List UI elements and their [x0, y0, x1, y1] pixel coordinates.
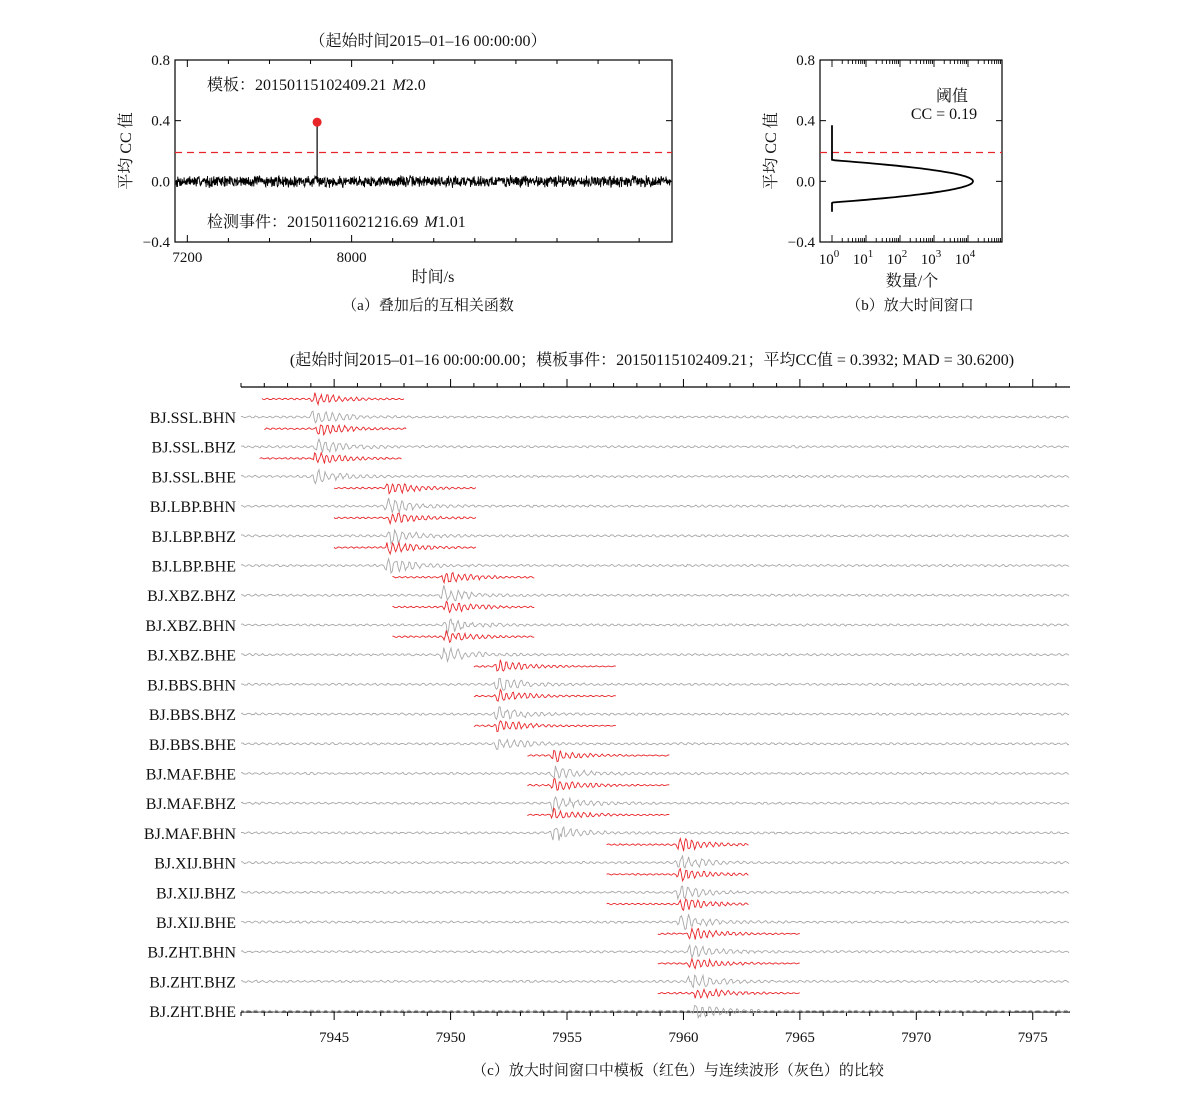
- trace-row: [152, 453, 1069, 487]
- panel-c-xtick-label: 7950: [435, 1030, 466, 1046]
- continuous-waveform: [241, 498, 1069, 512]
- trace-station-label: BJ.BBS.BHE: [148, 736, 236, 754]
- panel-b-xtick-label: $10^2$: [886, 248, 908, 268]
- template-waveform: [527, 808, 669, 818]
- panel-a-xtick-label: 7200: [172, 250, 203, 266]
- panel-a-ytick-label: 0.0: [151, 174, 170, 191]
- panel-a-ytick-label: −0.4: [142, 235, 170, 251]
- continuous-waveform: [241, 470, 1069, 484]
- panel-a-title: （起始时间2015–01–16 00:00:00）: [309, 33, 547, 50]
- panel-b-xtick-label: $10^0$: [818, 248, 840, 268]
- continuous-waveform: [241, 797, 1069, 813]
- trace-station-label: BJ.MAF.BHN: [143, 825, 236, 843]
- panel-b-frame: [820, 60, 1002, 242]
- continuous-waveform: [241, 530, 1069, 544]
- trace-station-label: BJ.LBP.BHZ: [151, 528, 236, 546]
- panel-b-xtick-label: $10^4$: [954, 248, 976, 268]
- template-waveform: [658, 959, 800, 969]
- trace-row: [146, 750, 1069, 783]
- panel-b-xtick-label: $10^3$: [920, 248, 942, 268]
- template-waveform: [262, 393, 404, 405]
- continuous-waveform: [241, 439, 1069, 452]
- template-waveform: [474, 660, 616, 671]
- continuous-waveform: [241, 827, 1069, 841]
- panel-a-caption: （a）叠加后的互相关函数: [342, 298, 514, 314]
- panel-a-xlabel: 时间/s: [411, 269, 455, 286]
- template-waveform: [607, 839, 749, 852]
- panel-a-ytick-label: 0.8: [151, 53, 170, 69]
- continuous-waveform: [241, 678, 1069, 690]
- continuous-waveform: [241, 975, 1069, 987]
- trace-row: [146, 779, 1069, 814]
- trace-station-label: BJ.ZHT.BHN: [147, 944, 236, 962]
- panel-c-title: (起始时间2015–01–16 00:00:00.00；模板事件：20150115102409.21；平均CC值 = 0.3932; MAD = 30.6200): [289, 352, 1015, 369]
- panel-c-xtick-label: 7965: [784, 1030, 815, 1046]
- panel-a-template-annotation: 模板：20150115102409.21 M2.0: [207, 77, 426, 94]
- continuous-waveform: [241, 740, 1069, 750]
- panel-b-xtick-label: $10^1$: [852, 248, 874, 268]
- panel-c-xtick-label: 7970: [901, 1030, 932, 1046]
- panel-b-ytick-label: 0.8: [796, 53, 815, 69]
- panel-c-caption: （c）放大时间窗口中模板（红色）与连续波形（灰色）的比较: [472, 1063, 884, 1079]
- trace-station-label: BJ.XIJ.BHN: [154, 855, 236, 873]
- trace-station-label: BJ.ZHT.BHE: [149, 1004, 236, 1022]
- continuous-waveform: [241, 707, 1069, 719]
- panel-c-waveform-comparison: [144, 350, 1070, 1079]
- template-waveform: [607, 899, 749, 910]
- trace-station-label: BJ.BBS.BHZ: [148, 707, 236, 725]
- panel-b-count-curve: [832, 125, 973, 212]
- template-waveform: [527, 779, 669, 791]
- trace-row: [147, 573, 1069, 606]
- trace-row: [145, 601, 1069, 635]
- template-waveform: [658, 989, 800, 998]
- continuous-waveform: [241, 585, 1069, 601]
- template-waveform: [264, 425, 406, 435]
- template-waveform: [334, 513, 476, 524]
- template-waveform: [334, 543, 476, 554]
- trace-row: [152, 513, 1069, 546]
- trace-station-label: BJ.MAF.BHZ: [145, 796, 236, 814]
- trace-station-label: BJ.XBZ.BHN: [145, 617, 236, 635]
- panel-c-traces: [144, 393, 1069, 1021]
- continuous-waveform: [241, 886, 1069, 899]
- panel-c-xtick-label: 7975: [1017, 1030, 1048, 1046]
- continuous-waveform: [241, 648, 1069, 662]
- trace-station-label: BJ.BBS.BHN: [147, 677, 236, 695]
- template-waveform: [392, 601, 534, 612]
- panel-b-xlabel: 数量/个: [885, 273, 939, 290]
- trace-station-label: BJ.XBZ.BHE: [147, 647, 236, 665]
- trace-row: [147, 660, 1069, 695]
- trace-row: [147, 928, 1069, 961]
- continuous-waveform: [241, 915, 1069, 930]
- trace-station-label: BJ.ZHT.BHZ: [149, 974, 236, 992]
- trace-station-label: BJ.LBP.BHE: [151, 558, 236, 576]
- panel-b-zoom-histogram: [762, 53, 1002, 314]
- trace-row: [152, 425, 1069, 457]
- template-waveform: [392, 573, 534, 583]
- trace-row: [149, 721, 1069, 754]
- trace-row: [147, 630, 1069, 664]
- continuous-waveform: [241, 619, 1069, 634]
- panel-c-xtick-label: 7960: [668, 1030, 699, 1046]
- trace-station-label: BJ.SSL.BHZ: [151, 439, 236, 457]
- trace-row: [156, 899, 1069, 932]
- template-waveform: [334, 484, 476, 494]
- panel-a-ytick-label: 0.4: [151, 113, 170, 130]
- panel-b-ytick-label: 0.0: [796, 174, 815, 191]
- trace-row: [156, 869, 1069, 903]
- trace-row: [154, 839, 1069, 873]
- template-waveform: [474, 721, 616, 732]
- panel-c-xtick-label: 7955: [552, 1030, 583, 1046]
- continuous-waveform: [241, 411, 1069, 423]
- panel-b-ytick-label: 0.4: [796, 113, 815, 130]
- panel-a-stacked-cross-correlation: [117, 32, 672, 314]
- trace-station-label: BJ.XIJ.BHZ: [155, 885, 236, 903]
- continuous-waveform: [241, 766, 1069, 778]
- trace-station-label: BJ.LBP.BHN: [149, 499, 236, 517]
- template-waveform: [607, 869, 749, 881]
- trace-row: [152, 543, 1069, 576]
- panel-b-caption: （b）放大时间窗口: [846, 298, 974, 314]
- panel-b-threshold-label: 阈值: [935, 88, 969, 105]
- template-waveform: [658, 928, 800, 939]
- continuous-waveform: [241, 945, 1069, 957]
- trace-station-label: BJ.XBZ.BHZ: [147, 588, 236, 606]
- panel-a-detection-peak: [313, 118, 322, 127]
- template-waveform: [392, 630, 534, 642]
- trace-row: [150, 484, 1069, 516]
- trace-row: [149, 959, 1069, 992]
- panel-a-xtick-label: 8000: [336, 250, 367, 266]
- continuous-waveform: [241, 559, 1069, 573]
- template-waveform: [260, 453, 402, 464]
- panel-b-ytick-label: −0.4: [787, 235, 815, 251]
- panel-a-cc-series: [176, 175, 671, 188]
- continuous-waveform: [241, 856, 1069, 868]
- panel-a-detection-annotation: 检测事件：20150116021216.69 M1.01: [207, 214, 466, 231]
- panel-a-ylabel: 平均 CC 值: [118, 112, 135, 190]
- trace-row: [149, 690, 1069, 724]
- template-waveform: [474, 690, 616, 702]
- trace-station-label: BJ.SSL.BHN: [149, 410, 236, 427]
- panel-c-ticks: [241, 379, 1056, 1046]
- trace-station-label: BJ.XIJ.BHE: [155, 915, 236, 933]
- panel-b-ylabel: 平均 CC 值: [763, 112, 780, 190]
- trace-row: [150, 393, 1069, 427]
- trace-row: [144, 808, 1069, 843]
- panel-c-xtick-label: 7945: [319, 1030, 350, 1046]
- trace-row: [149, 989, 1069, 1021]
- trace-station-label: BJ.MAF.BHE: [145, 766, 236, 784]
- template-waveform: [527, 750, 669, 761]
- trace-station-label: BJ.SSL.BHE: [151, 469, 236, 487]
- panel-b-threshold-value: CC = 0.19: [910, 106, 978, 123]
